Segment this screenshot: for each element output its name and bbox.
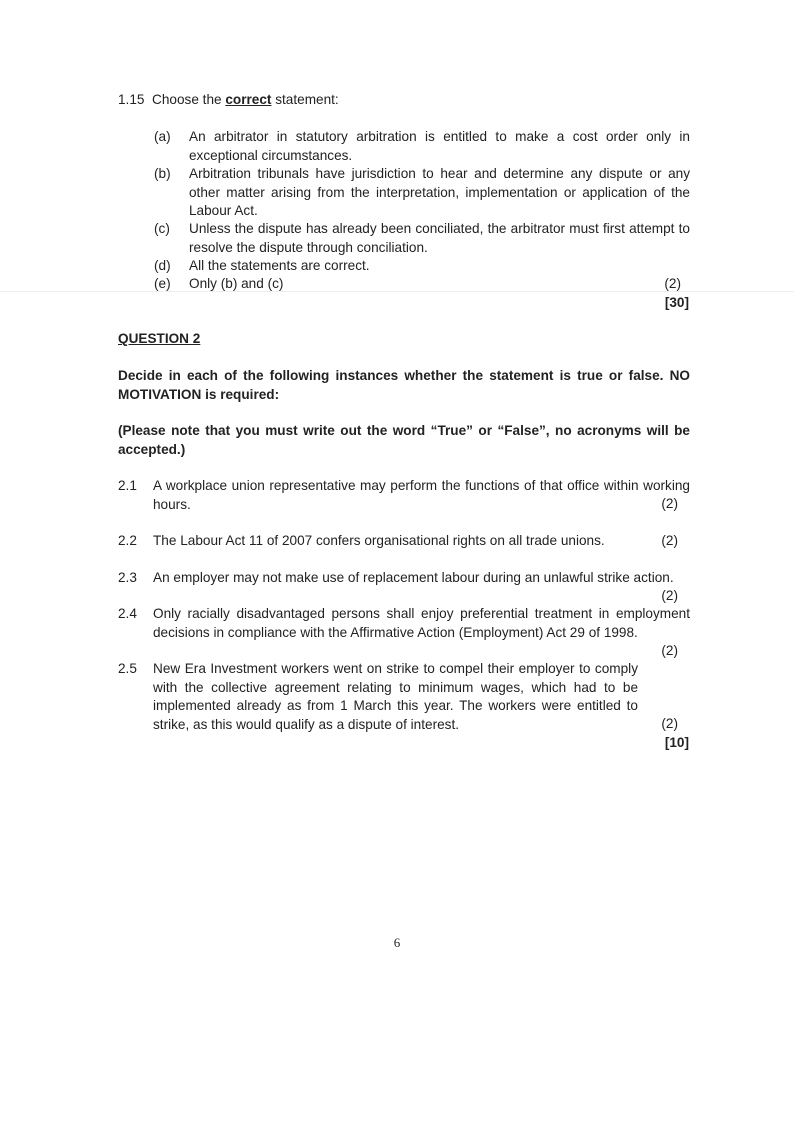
marks-1-15: (2) (664, 276, 681, 291)
item-number: 2.4 (118, 606, 137, 621)
stem-emphasis: correct (225, 92, 272, 107)
option-text: Unless the dispute has already been conciliated, the arbitrator must first attempt to resolve the dispute through conciliation. (189, 221, 690, 255)
question-2-heading: QUESTION 2 (118, 331, 201, 346)
item-marks: (2) (661, 588, 678, 603)
item-number: 2.3 (118, 570, 137, 585)
item-marks: (2) (661, 716, 678, 731)
item-number: 2.2 (118, 533, 137, 548)
section-total-10: [10] (664, 735, 689, 750)
item-text: The Labour Act 11 of 2007 confers organisational rights on all trade unions. (153, 533, 605, 548)
item-text: An employer may not make use of replacement labour during an unlawful strike action. (153, 570, 674, 585)
item-text: A workplace union representative may perform the functions of that office within working hours. (153, 478, 690, 512)
option-label: (d) (154, 258, 171, 273)
item-text: New Era Investment workers went on strike to compel their employer to comply with the collective agreement relating to minimum wages, which had to be implemented already as from 1 March this year. The workers were entitled to strike, as this would qualify as a dispute of interest. (153, 661, 638, 732)
option-label: (b) (154, 166, 171, 181)
option-text: Arbitration tribunals have jurisdiction to hear and determine any dispute or any other matter arising from the interpretation, implementation or application of the Labour Act. (189, 166, 690, 218)
question-number: 1.15 (118, 92, 145, 107)
instruction-true-false: Decide in each of the following instances whether the statement is true or false. NO MOTIVATION is required: (118, 368, 690, 402)
stem-text-before: Choose the (152, 92, 222, 107)
item-number: 2.5 (118, 661, 137, 676)
option-text: An arbitrator in statutory arbitration is entitled to make a cost order only in exceptional circumstances. (189, 129, 690, 163)
question-stem (118, 91, 339, 110)
item-number: 2.1 (118, 478, 137, 493)
item-text: Only racially disadvantaged persons shall enjoy preferential treatment in employment decisions in compliance with the Affirmative Action (Employment) Act 29 of 1998. (153, 606, 690, 640)
option-label: (e) (154, 276, 171, 291)
item-marks: (2) (661, 643, 678, 658)
option-text: All the statements are correct. (189, 258, 370, 273)
instruction-write-out: (Please note that you must write out the word “True” or “False”, no acronyms will be accepted.) (118, 423, 690, 457)
item-marks: (2) (661, 496, 678, 511)
question-1-15 (118, 91, 339, 110)
page-number: 6 (393, 935, 401, 950)
option-label: (a) (154, 129, 171, 144)
section-total-30: [30] (664, 295, 689, 310)
item-marks: (2) (661, 533, 678, 548)
option-label: (c) (154, 221, 170, 236)
stem-text-after: statement: (275, 92, 339, 107)
option-text: Only (b) and (c) (189, 276, 284, 291)
